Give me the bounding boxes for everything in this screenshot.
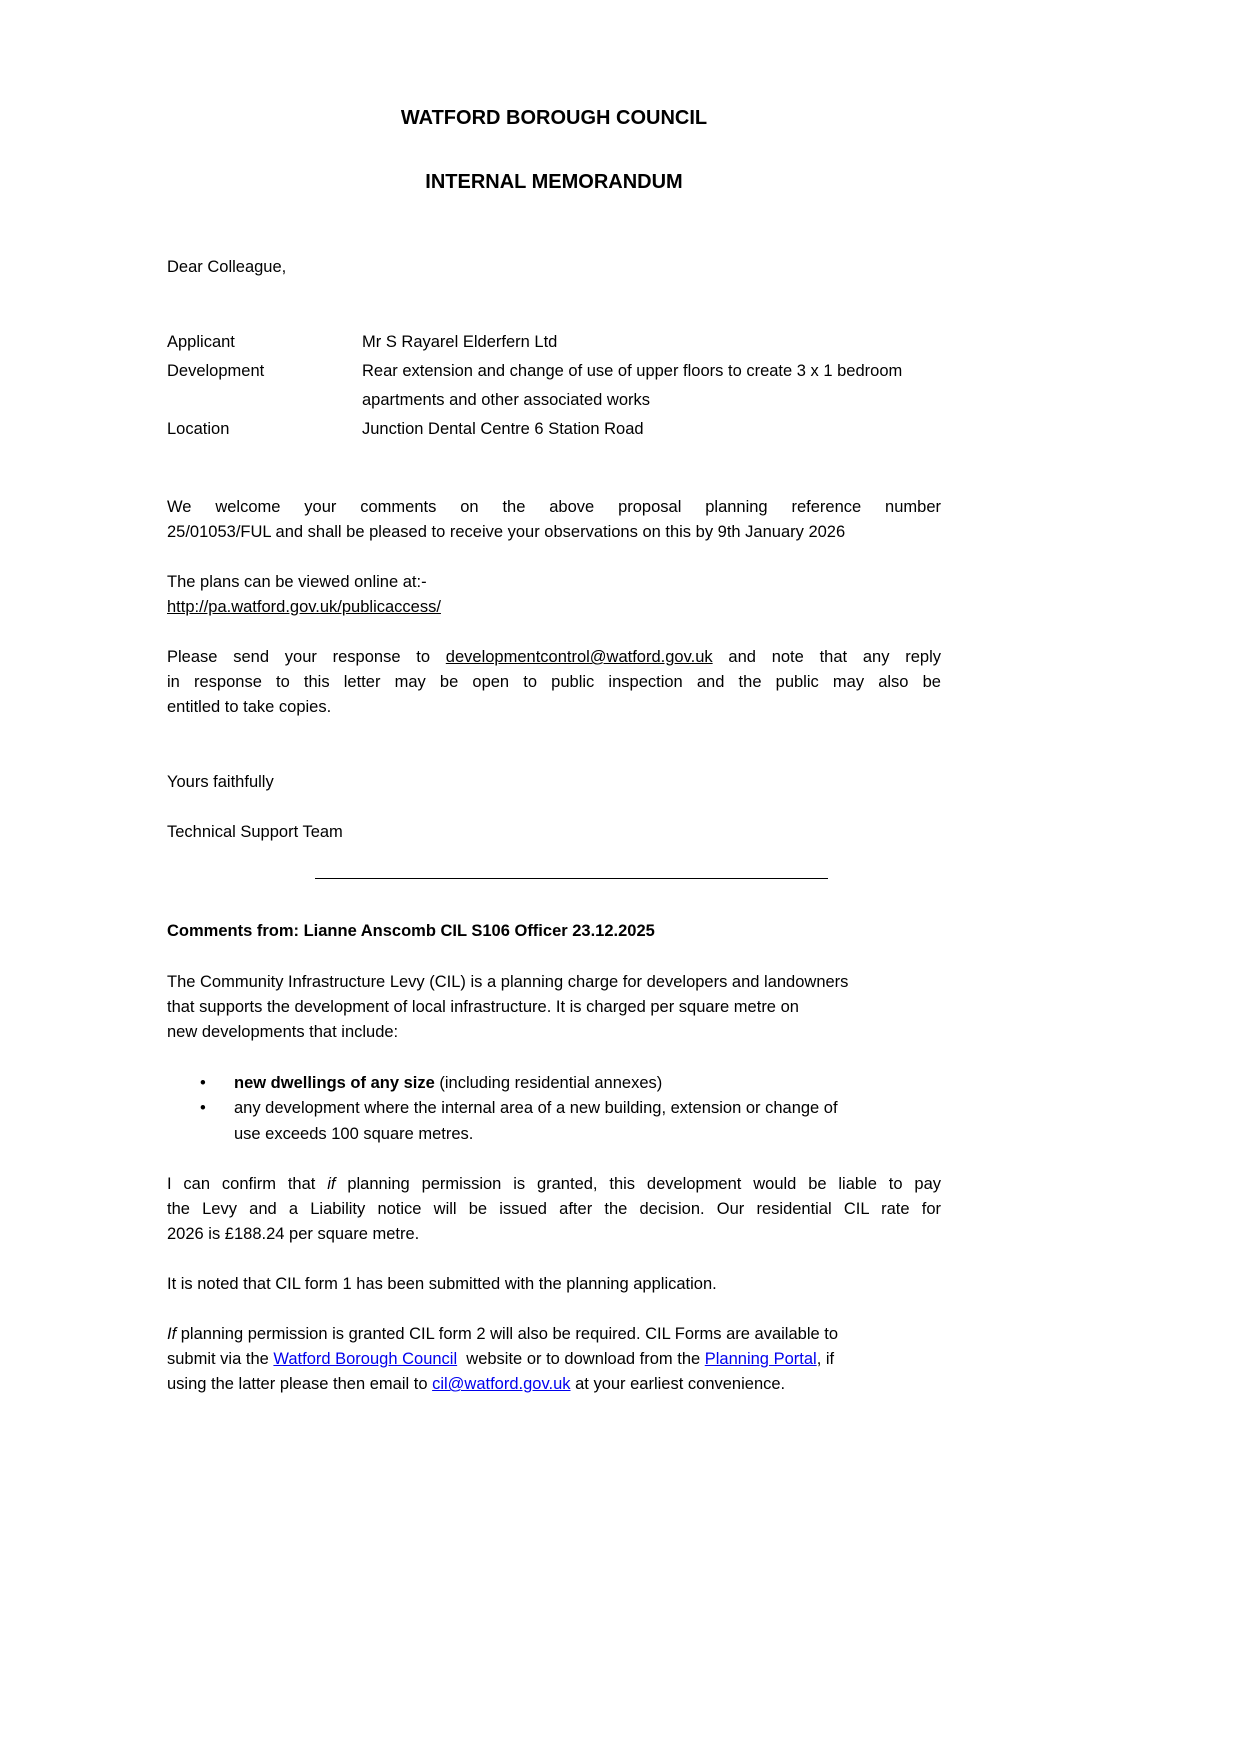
cil-line: The Community Infrastructure Levy (CIL) is a planning charge for developers and landowners	[167, 973, 849, 991]
plans-text: The plans can be viewed online at:-	[167, 573, 427, 591]
response-line: in response to this letter may be open to public inspection and the public may also be	[167, 673, 941, 691]
intro-paragraph	[167, 495, 941, 545]
comments-heading: Comments from: Lianne Anscomb CIL S106 Officer 23.12.2025	[167, 922, 655, 940]
final-text: at your earliest convenience.	[570, 1375, 786, 1393]
bullet-rest: (including residential annexes)	[434, 1074, 663, 1092]
intro-line: 25/01053/FUL and shall be pleased to receive your observations on this by 9th January 2026	[167, 523, 846, 541]
location-value: Junction Dental Centre 6 Station Road	[362, 420, 644, 438]
final-text: website or to download from the	[457, 1350, 705, 1368]
cil-line: new developments that include:	[167, 1023, 399, 1041]
bullet-icon: •	[200, 1074, 206, 1092]
greeting: Dear Colleague,	[167, 258, 287, 276]
divider	[315, 878, 828, 879]
bullet-item-cont: use exceeds 100 square metres.	[234, 1125, 474, 1143]
watford-borough-council-link[interactable]: Watford Borough Council	[273, 1350, 458, 1368]
signoff: Yours faithfully	[167, 773, 274, 791]
bullet-item	[234, 1071, 662, 1096]
final-text: , if	[816, 1350, 835, 1368]
confirm-line: the Levy and a Liability notice will be issued after the decision. Our residential CIL rate for	[167, 1200, 941, 1218]
applicant-value: Mr S Rayarel Elderfern Ltd	[362, 333, 558, 351]
cil-line: that supports the development of local infrastructure. It is charged per square metre on	[167, 998, 799, 1016]
bullet-icon: •	[200, 1099, 206, 1117]
memo-title: INTERNAL MEMORANDUM	[425, 171, 683, 193]
cil-email-link[interactable]: cil@watford.gov.uk	[432, 1375, 571, 1393]
confirm-line: 2026 is £188.24 per square metre.	[167, 1225, 420, 1243]
response-line: entitled to take copies.	[167, 698, 332, 716]
confirm-if: if	[327, 1175, 336, 1193]
confirm-text: planning permission is granted, this development would be liable to pay	[335, 1175, 941, 1193]
cil-paragraph	[167, 970, 941, 1045]
final-text: planning permission is granted CIL form 2 will also be required. CIL Forms are available to	[176, 1325, 839, 1343]
developmentcontrol-email-link[interactable]: developmentcontrol@watford.gov.uk	[445, 648, 713, 666]
development-label: Development	[167, 362, 265, 380]
bullet-item: any development where the internal area of a new building, extension or change of	[234, 1099, 838, 1117]
location-label: Location	[167, 420, 230, 438]
team-signature: Technical Support Team	[167, 823, 343, 841]
planning-portal-link[interactable]: Planning Portal	[704, 1350, 817, 1368]
response-paragraph	[167, 645, 941, 720]
final-if: If	[167, 1325, 177, 1343]
development-value-cont: apartments and other associated works	[362, 391, 650, 409]
intro-line: We welcome your comments on the above proposal planning reference number	[167, 498, 941, 516]
plans-paragraph	[167, 570, 941, 620]
council-title: WATFORD BOROUGH COUNCIL	[400, 107, 708, 129]
final-text: submit via the	[167, 1350, 274, 1368]
noted-paragraph: It is noted that CIL form 1 has been submitted with the planning application.	[167, 1275, 717, 1293]
confirm-paragraph	[167, 1172, 941, 1247]
confirm-text: I can confirm that	[167, 1175, 328, 1193]
forms-paragraph	[167, 1322, 941, 1397]
response-suffix: and note that any reply	[712, 648, 941, 666]
applicant-label: Applicant	[167, 333, 235, 351]
bullet-bold: new dwellings of any size	[234, 1074, 435, 1092]
development-value: Rear extension and change of use of upper floors to create 3 x 1 bedroom	[362, 362, 903, 380]
response-prefix: Please send your response to	[167, 648, 446, 666]
final-text: using the latter please then email to	[167, 1375, 433, 1393]
public-access-link[interactable]: http://pa.watford.gov.uk/publicaccess/	[167, 598, 441, 616]
